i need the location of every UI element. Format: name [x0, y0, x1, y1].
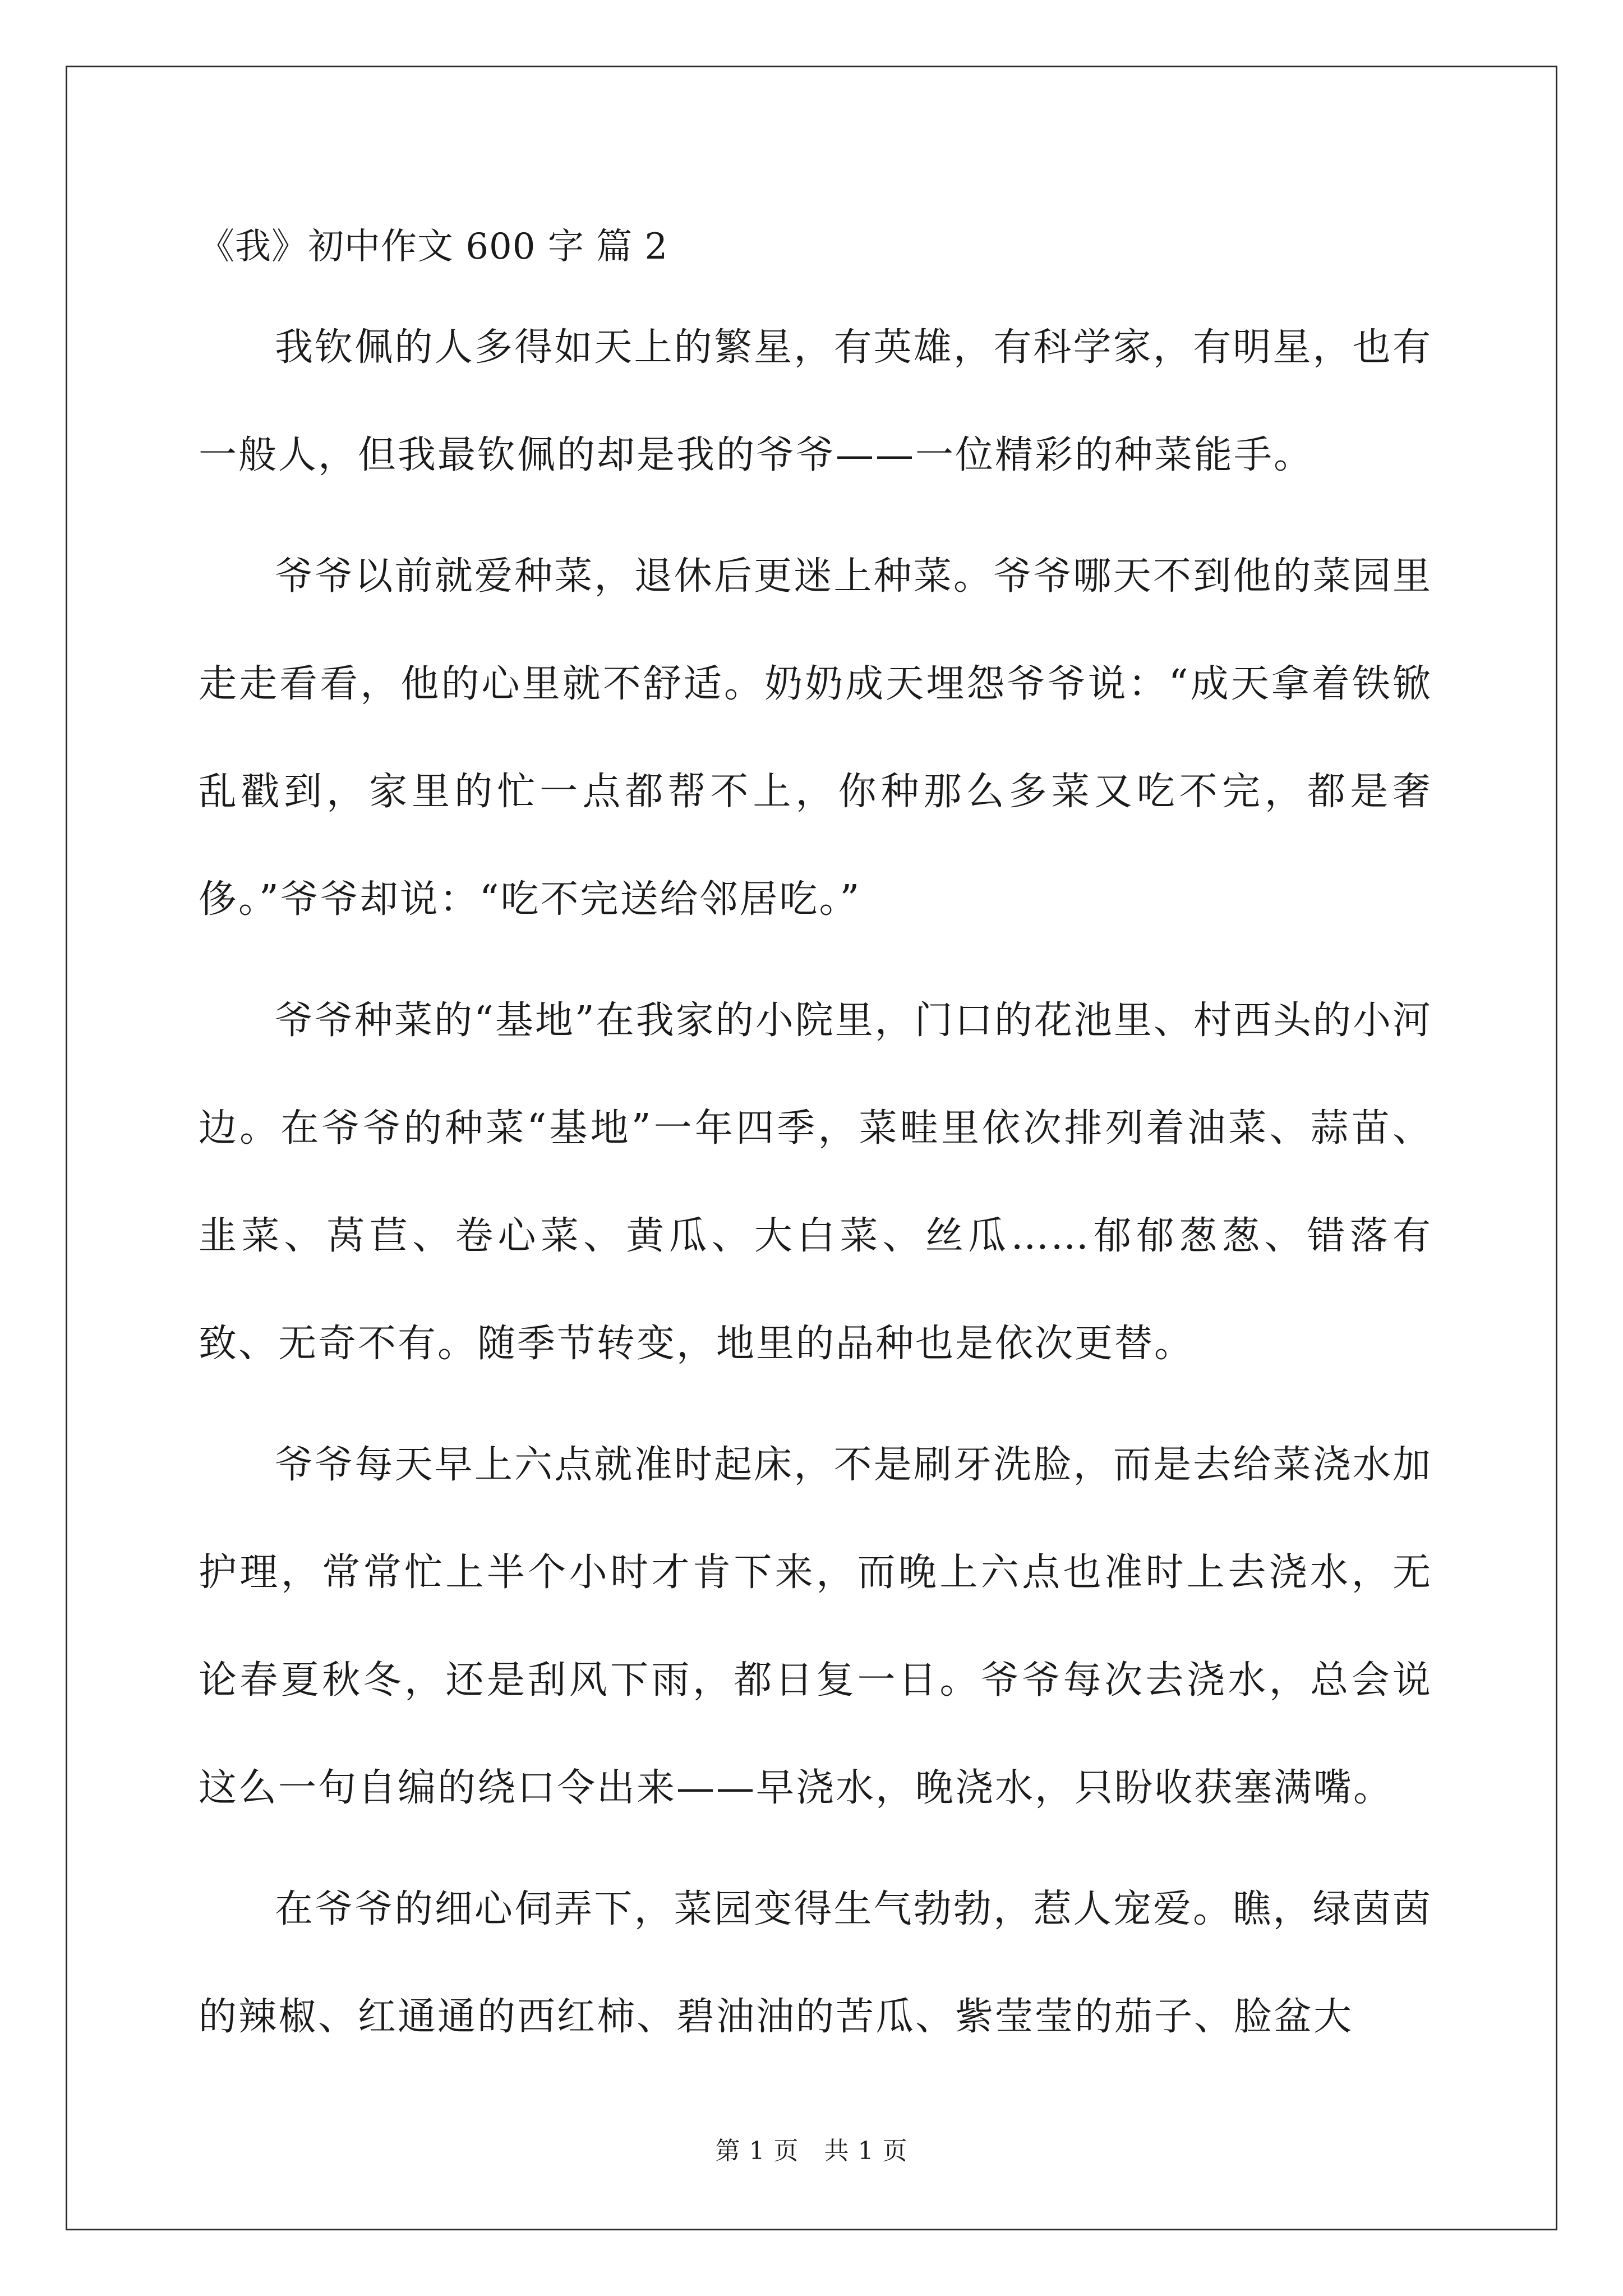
page-number-footer: 第 1 页 共 1 页 [715, 2137, 908, 2165]
paragraph-2: 爷爷以前就爱种菜，退休后更迷上种菜。爷爷哪天不到他的菜园里走走看看，他的心里就不舒适。奶奶成天埋怨爷爷说：“成天拿着铁锨乱戳到，家里的忙一点都帮不上，你种那么多菜又吃不完，都是奢侈。”爷爷却说：“吃不完送给邻居吃。” [199, 554, 1432, 922]
document-body [199, 213, 1432, 2071]
paragraph-5: 在爷爷的细心伺弄下，菜园变得生气勃勃，惹人宠爱。瞧，绿茵茵的辣椒、红通通的西红柿、碧油油的苦瓜、紫莹莹的茄子、脸盆大 [199, 1887, 1432, 2039]
paragraph-1: 我钦佩的人多得如天上的繁星，有英雄，有科学家，有明星，也有一般人，但我最钦佩的却是我的爷爷——一位精彩的种菜能手。 [199, 325, 1432, 477]
document-title: 《我》初中作文 600 字 篇 2 [199, 226, 668, 268]
paragraph-3: 爷爷种菜的“基地”在我家的小院里，门口的花池里、村西头的小河边。在爷爷的种菜“基地”一年四季，菜畦里依次排列着油菜、蒜苗、韭菜、莴苣、卷心菜、黄瓜、大白菜、丝瓜……郁郁葱葱、错落有致、无奇不有。随季节转变，地里的品种也是依次更替。 [199, 999, 1432, 1366]
paragraph-4: 爷爷每天早上六点就准时起床，不是刷牙洗脸，而是去给菜浇水加护理，常常忙上半个小时才肯下来，而晚上六点也准时上去浇水，无论春夏秋冬，还是刮风下雨，都日复一日。爷爷每次去浇水，总会说这么一句自编的绕口令出来——早浇水，晚浇水，只盼收获塞满嘴。 [199, 1443, 1432, 1810]
